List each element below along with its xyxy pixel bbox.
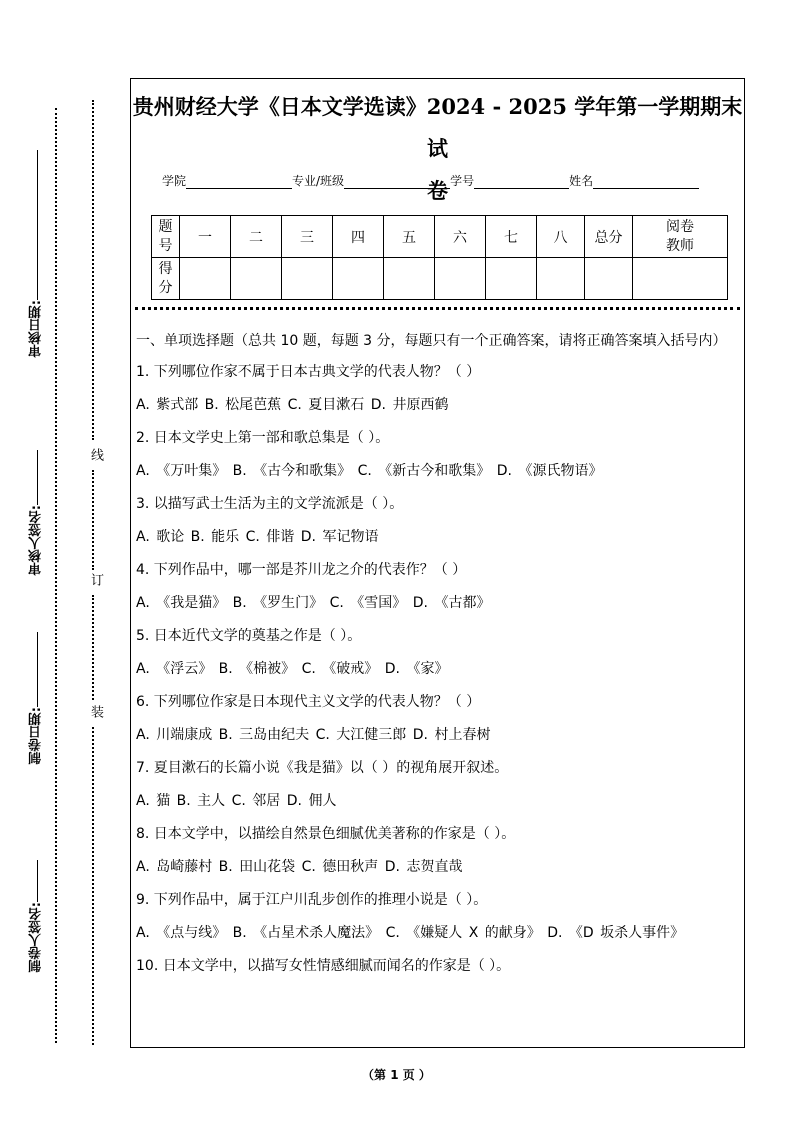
- question-5-options: A. 《浮云》 B. 《棉被》 C. 《破戒》 D. 《家》: [136, 661, 449, 677]
- col-3: 三: [282, 216, 333, 258]
- exam-title: [130, 86, 745, 212]
- student-id-label: 学号: [450, 174, 475, 188]
- question-3: 3. 以描写武士生活为主的文学流派是（ ）。: [136, 496, 404, 512]
- review-date-label: 审核日期:: [29, 300, 44, 358]
- question-2: 2. 日本文学史上第一部和歌总集是（ ）。: [136, 430, 390, 446]
- col-5: 五: [384, 216, 435, 258]
- col-4: 四: [333, 216, 384, 258]
- question-1: 1. 下列哪位作家不属于日本古典文学的代表人物？（ ）: [136, 364, 481, 380]
- review-date-line: [37, 150, 38, 300]
- maker-sign-line: [37, 860, 38, 902]
- college-field[interactable]: [186, 174, 292, 189]
- question-5: 5. 日本近代文学的奠基之作是（ ）。: [136, 628, 362, 644]
- maker-sign-label: 制卷人签名:: [29, 902, 44, 973]
- question-4-options: A. 《我是猫》 B. 《罗生门》 C. 《雪国》 D. 《古都》: [136, 595, 491, 611]
- score-cell[interactable]: [231, 258, 282, 300]
- score-table: [151, 215, 728, 300]
- major-class-field[interactable]: [344, 174, 450, 189]
- col-1: 一: [180, 216, 231, 258]
- score-cell-reviewer[interactable]: [633, 258, 728, 300]
- college-label: 学院: [162, 174, 187, 188]
- col-7: 七: [486, 216, 537, 258]
- question-8: 8. 日本文学中，以描绘自然景色细腻优美著称的作家是（ ）。: [136, 826, 516, 842]
- score-cell[interactable]: [486, 258, 537, 300]
- score-cell[interactable]: [282, 258, 333, 300]
- question-4: 4. 下列作品中，哪一部是芥川龙之介的代表作？（ ）: [136, 562, 467, 578]
- question-2-options: A. 《万叶集》 B. 《古今和歌集》 C. 《新古今和歌集》 D. 《源氏物语》: [136, 463, 603, 479]
- question-7-options: A. 猫 B. 主人 C. 邻居 D. 佣人: [136, 793, 337, 809]
- score-cell[interactable]: [384, 258, 435, 300]
- major-class-label: 专业/班级: [292, 174, 345, 188]
- section-1: [136, 330, 740, 988]
- name-field[interactable]: [593, 174, 699, 189]
- exam-title-line1: 贵州财经大学《日本文学选读》2024 - 2025 学年第一学期期末试: [132, 94, 743, 161]
- col-total: 总分: [585, 216, 633, 258]
- reviewer-sign-label: 审核人签名:: [29, 505, 44, 576]
- question-1-options: A. 紫式部 B. 松尾芭蕉 C. 夏目漱石 D. 井原西鹤: [136, 397, 449, 413]
- question-7: 7. 夏目漱石的长篇小说《我是猫》以（ ）的视角展开叙述。: [136, 760, 509, 776]
- score-cell[interactable]: [537, 258, 585, 300]
- maker-date-line: [37, 632, 38, 707]
- question-9: 9. 下列作品中，属于江户川乱步创作的推理小说是（ ）。: [136, 892, 488, 908]
- score-table-header-row: [152, 216, 728, 258]
- left-dotted-line: [55, 108, 57, 1043]
- binding-dotted-line-4: [92, 727, 94, 1045]
- name-label: 姓名: [569, 174, 594, 188]
- score-cell[interactable]: [180, 258, 231, 300]
- score-label: 得分: [152, 258, 180, 300]
- bind-char-line: 线: [88, 448, 103, 461]
- col-6: 六: [435, 216, 486, 258]
- maker-date-label: 制卷日期:: [29, 707, 44, 765]
- binding-dotted-line-3: [92, 595, 94, 700]
- page-number: （第 1 页 ）: [362, 1068, 431, 1082]
- student-id-field[interactable]: [474, 174, 569, 189]
- question-6-options: A. 川端康成 B. 三岛由纪夫 C. 大江健三郎 D. 村上春树: [136, 727, 491, 743]
- question-10: 10. 日本文学中，以描写女性情感细腻而闻名的作家是（ ）。: [136, 958, 511, 974]
- col-8: 八: [537, 216, 585, 258]
- col-2: 二: [231, 216, 282, 258]
- col-reviewer: 阅卷教师: [633, 216, 728, 258]
- binding-dotted-line-1: [92, 100, 94, 440]
- score-cell[interactable]: [333, 258, 384, 300]
- question-number-label: 题号: [152, 216, 180, 258]
- question-8-options: A. 岛崎藤村 B. 田山花袋 C. 德田秋声 D. 志贺直哉: [136, 859, 463, 875]
- question-3-options: A. 歌论 B. 能乐 C. 俳谐 D. 军记物语: [136, 529, 379, 545]
- bind-char-order: 订: [88, 573, 103, 586]
- dotted-separator: [135, 307, 740, 310]
- score-cell[interactable]: [435, 258, 486, 300]
- student-info-row: [162, 172, 699, 189]
- question-9-options: A. 《点与线》 B. 《占星术杀人魔法》 C. 《嫌疑人 X 的献身》 D. 《D 坂杀人事件》: [136, 925, 685, 941]
- score-cell-total[interactable]: [585, 258, 633, 300]
- reviewer-sign-line: [37, 450, 38, 505]
- question-6: 6. 下列哪位作家是日本现代主义文学的代表人物？（ ）: [136, 694, 481, 710]
- bind-char-fold: 装: [88, 705, 103, 718]
- exam-title-line2: 卷: [427, 178, 448, 203]
- binding-dotted-line-2: [92, 470, 94, 570]
- section-1-heading: 一、单项选择题（总共 10 题，每题 3 分，每题只有一个正确答案，请将正确答案填入括号内）: [136, 333, 727, 349]
- score-table-score-row: [152, 258, 728, 300]
